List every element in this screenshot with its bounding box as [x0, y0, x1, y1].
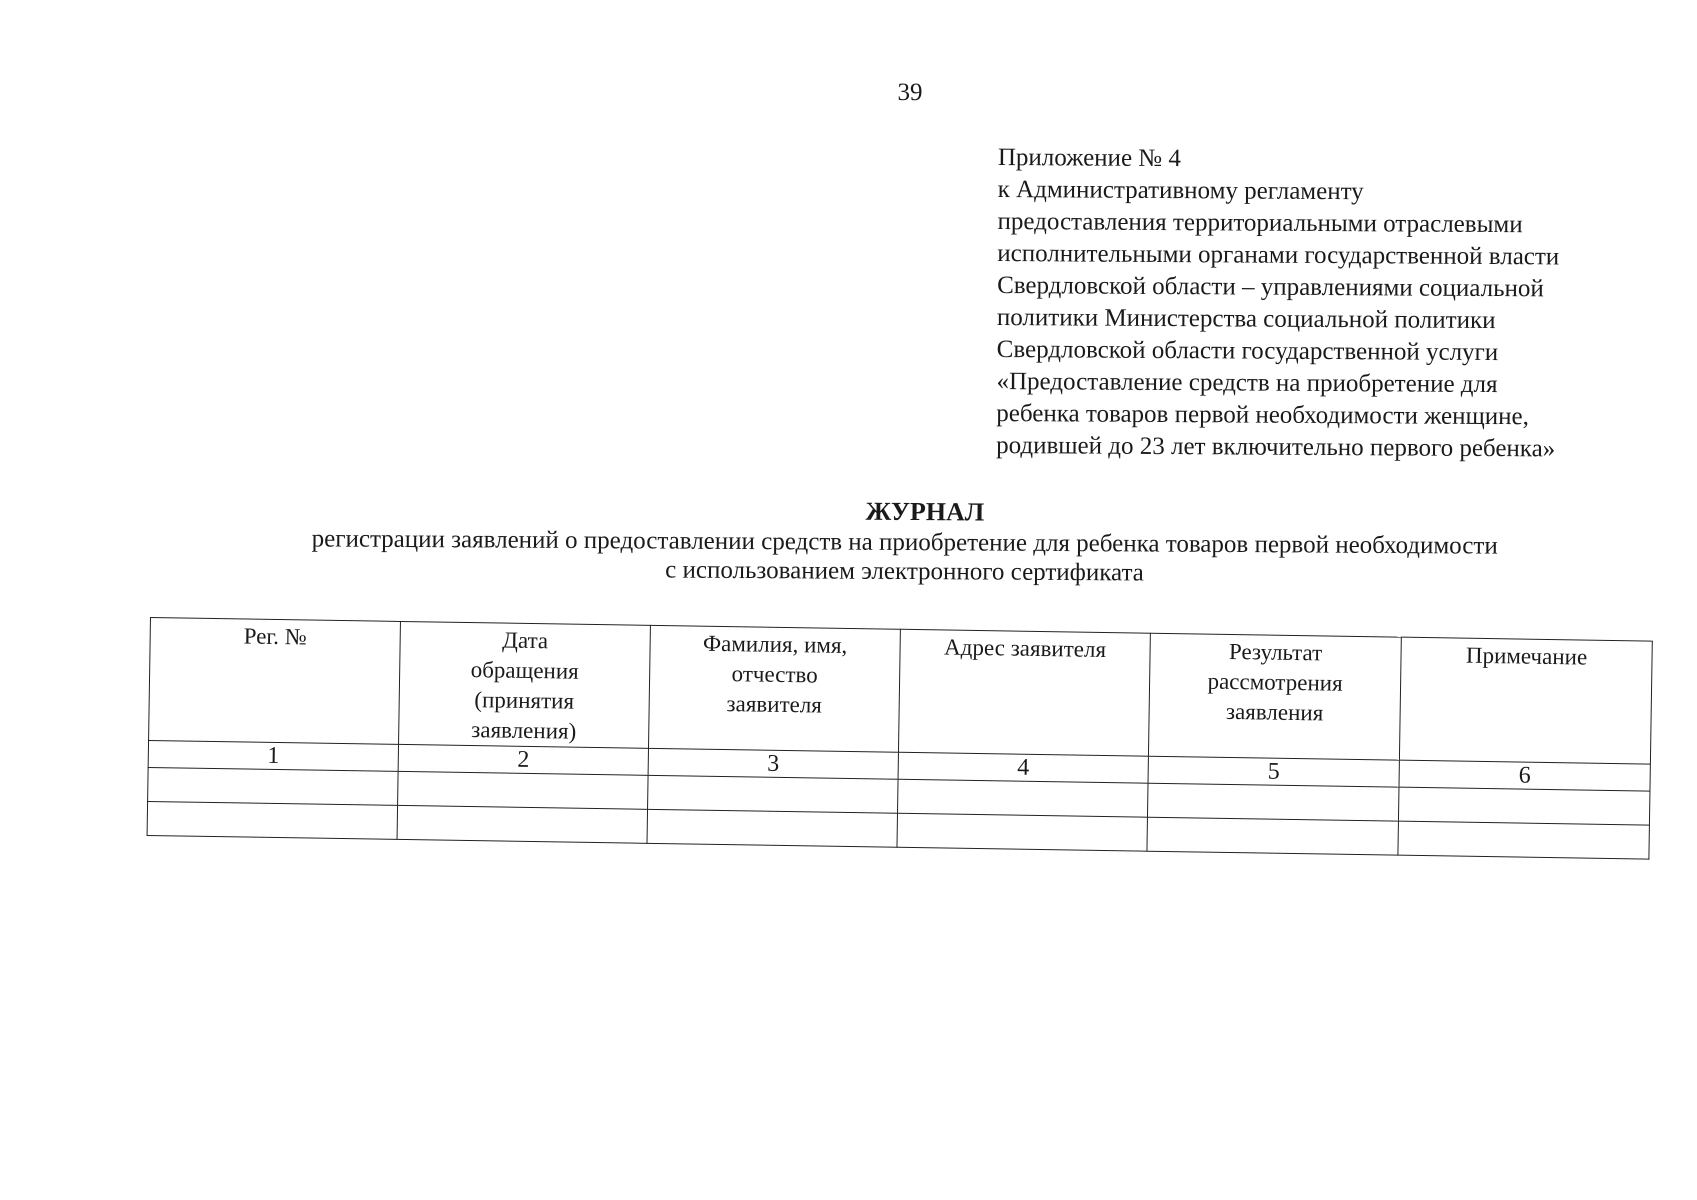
column-number: 1 [148, 740, 398, 771]
header-text: Фамилия, имя, [702, 630, 848, 658]
header-cell-reg-number [149, 618, 401, 745]
header-cell-applicant-address [898, 629, 1150, 756]
column-number: 4 [898, 752, 1148, 783]
appendix-line: к Административному регламенту [997, 175, 1364, 206]
header-text: Результат [1228, 638, 1323, 666]
header-cell-request-date [399, 621, 651, 748]
empty-cell [648, 775, 899, 813]
empty-cell [1398, 787, 1650, 825]
header-text: заявителя [726, 691, 823, 718]
header-text: заявления) [471, 717, 577, 744]
empty-cell [398, 771, 649, 809]
column-number: 2 [398, 744, 648, 775]
document-title-block [149, 491, 1660, 590]
page-number: 39 [897, 79, 923, 106]
header-cell-review-result [1148, 633, 1401, 760]
appendix-line: Свердловской области – управлениями социальной [997, 271, 1544, 303]
appendix-line: ребенка товаров первой необходимости женщине, [996, 399, 1529, 431]
header-text: Дата [502, 627, 549, 654]
header-text: отчество [731, 661, 818, 688]
appendix-line: родившей до 23 лет включительно первого ребенка» [996, 431, 1556, 463]
empty-cell [148, 767, 399, 805]
header-text: Примечание [1465, 642, 1588, 670]
header-text: обращения [470, 657, 579, 684]
header-text: заявления [1225, 698, 1324, 726]
appendix-line: Свердловской области государственной услуги [996, 335, 1499, 367]
appendix-line: «Предоставление средств на приобретение для [996, 367, 1498, 399]
column-number: 6 [1399, 760, 1650, 791]
empty-cell [647, 809, 898, 847]
empty-cell [1147, 783, 1399, 821]
document-subtitle-line-1: регистрации заявлений о предоставлении средств на приобретение для ребенка товаров первой необходимости [311, 525, 1498, 560]
header-cell-applicant-name [648, 625, 900, 752]
header-text: Рег. № [243, 623, 307, 650]
document-subtitle-line-2: с использованием электронного сертификата [665, 556, 1144, 587]
journal-table [147, 617, 1653, 860]
header-cell-note [1399, 637, 1652, 764]
empty-cell [897, 813, 1148, 851]
document-title: ЖУРНАЛ [865, 496, 985, 527]
appendix-line: политики Министерства социальной политики [996, 303, 1496, 335]
appendix-line: исполнительными органами государственной власти [997, 239, 1560, 271]
empty-cell [1147, 817, 1399, 855]
appendix-header [996, 142, 1688, 466]
appendix-line: предоставления территориальными отраслевыми [997, 207, 1523, 239]
table-header-row [149, 618, 1653, 765]
empty-cell [147, 801, 398, 839]
header-text: Адрес заявителя [943, 634, 1107, 663]
empty-cell [898, 779, 1149, 817]
header-text: (принятия [474, 687, 575, 714]
empty-cell [397, 805, 648, 843]
appendix-line: Приложение № 4 [997, 143, 1182, 173]
header-text: рассмотрения [1207, 668, 1343, 696]
column-number: 3 [648, 748, 898, 779]
column-number: 5 [1148, 756, 1399, 787]
empty-cell [1398, 821, 1650, 859]
